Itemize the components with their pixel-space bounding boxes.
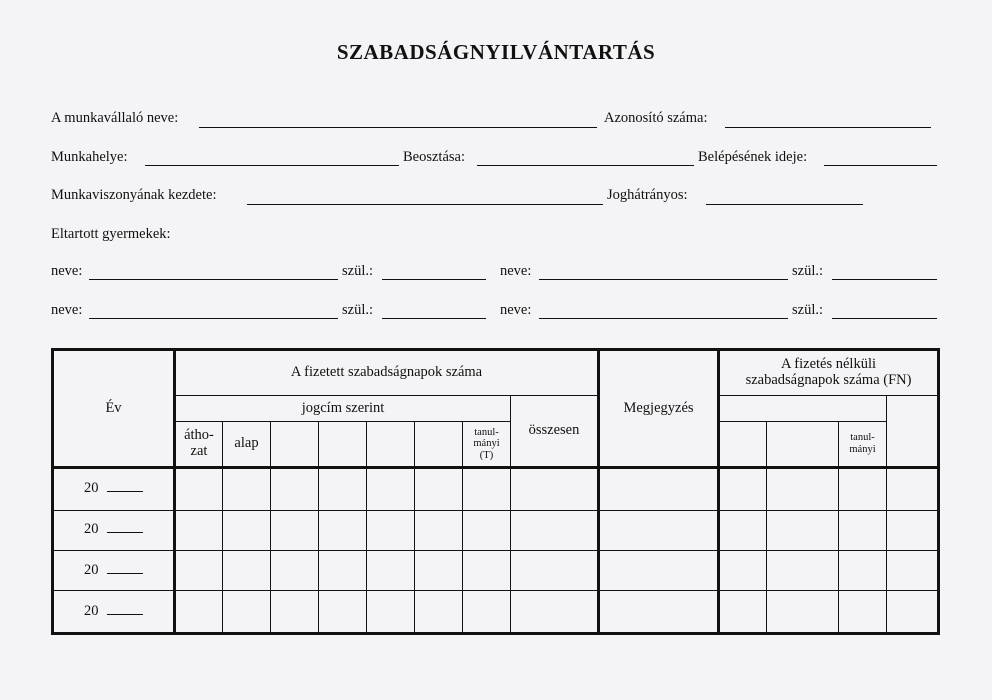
table-cell[interactable] xyxy=(271,510,319,550)
table-cell[interactable] xyxy=(463,591,511,634)
child-name-field[interactable] xyxy=(89,279,338,280)
table-cell[interactable] xyxy=(271,591,319,634)
table-cell[interactable] xyxy=(319,550,367,590)
table-cell[interactable] xyxy=(599,591,719,634)
table-cell[interactable] xyxy=(719,468,767,511)
year-cell[interactable] xyxy=(53,468,175,511)
study-line1: tanul- xyxy=(474,426,499,438)
paid-col-header xyxy=(271,422,319,468)
join-date-label: Belépésének ideje: xyxy=(698,149,808,165)
position-label: Beosztása: xyxy=(403,149,466,165)
table-cell[interactable] xyxy=(767,510,839,550)
table-cell[interactable] xyxy=(719,510,767,550)
form-title: SZABADSÁGNYILVÁNTARTÁS xyxy=(336,40,656,64)
table-cell[interactable] xyxy=(463,550,511,590)
table-cell[interactable] xyxy=(767,468,839,511)
table-cell[interactable] xyxy=(599,550,719,590)
table-row xyxy=(53,510,939,550)
table-cell[interactable] xyxy=(415,468,463,511)
unpaid-study-line1: tanul- xyxy=(850,432,875,444)
child-name-label: neve: xyxy=(500,263,532,279)
table-cell[interactable] xyxy=(175,468,223,511)
table-cell[interactable] xyxy=(719,591,767,634)
table-cell[interactable] xyxy=(415,550,463,590)
table-cell[interactable] xyxy=(223,468,271,511)
id-number-label: Azonosító száma: xyxy=(604,110,708,126)
table-cell[interactable] xyxy=(367,510,415,550)
table-cell[interactable] xyxy=(367,591,415,634)
employee-name-label: A munkavállaló neve: xyxy=(51,110,179,126)
position-field[interactable] xyxy=(477,165,694,166)
table-row xyxy=(53,468,939,511)
child-birth-field[interactable] xyxy=(382,279,486,280)
study-line3: (T) xyxy=(479,449,494,461)
unpaid-col-header xyxy=(719,422,767,468)
child-birth-label: szül.: xyxy=(342,263,374,279)
employee-name-field[interactable] xyxy=(199,127,597,128)
table-row xyxy=(53,550,939,590)
child-name-label: neve: xyxy=(500,302,532,318)
table-cell[interactable] xyxy=(175,591,223,634)
table-cell[interactable] xyxy=(719,550,767,590)
total-header: összesen xyxy=(511,396,599,468)
join-date-field[interactable] xyxy=(824,165,937,166)
carried-over-header xyxy=(175,422,223,468)
table-cell[interactable] xyxy=(839,468,887,511)
id-number-field[interactable] xyxy=(725,127,931,128)
year-blank[interactable] xyxy=(107,604,143,615)
year-blank[interactable] xyxy=(107,522,143,533)
unpaid-study-header xyxy=(839,422,887,468)
table-cell[interactable] xyxy=(511,550,599,590)
child-birth-field[interactable] xyxy=(382,318,486,319)
entitlement-label: Joghátrányos: xyxy=(607,187,688,203)
paid-col-header xyxy=(367,422,415,468)
paid-col-header xyxy=(319,422,367,468)
table-cell[interactable] xyxy=(887,510,939,550)
table-cell[interactable] xyxy=(887,550,939,590)
child-name-field[interactable] xyxy=(539,318,788,319)
base-header: alap xyxy=(223,422,271,468)
unpaid-subheader xyxy=(719,396,887,422)
table-cell[interactable] xyxy=(511,510,599,550)
employment-start-label: Munkaviszonyának kezdete: xyxy=(51,187,217,203)
carried-line2: zat xyxy=(190,443,208,459)
by-title-header: jogcím szerint xyxy=(175,396,511,422)
child-birth-label: szül.: xyxy=(342,302,374,318)
year-prefix: 20 xyxy=(84,561,99,578)
unpaid-study-line2: mányi xyxy=(849,444,876,455)
child-birth-field[interactable] xyxy=(832,279,937,280)
table-cell[interactable] xyxy=(839,550,887,590)
table-cell[interactable] xyxy=(271,468,319,511)
child-name-field[interactable] xyxy=(539,279,788,280)
table-cell[interactable] xyxy=(767,550,839,590)
study-leave-header xyxy=(463,422,511,468)
year-prefix: 20 xyxy=(84,521,99,538)
table-cell[interactable] xyxy=(767,591,839,634)
table-cell[interactable] xyxy=(367,550,415,590)
paid-leave-header: A fizetett szabadságnapok száma xyxy=(175,350,599,396)
unpaid-header-line1: A fizetés nélküli xyxy=(780,356,877,373)
table-cell[interactable] xyxy=(415,591,463,634)
table-cell[interactable] xyxy=(511,591,599,634)
workplace-field[interactable] xyxy=(145,165,399,166)
table-cell[interactable] xyxy=(319,510,367,550)
table-cell[interactable] xyxy=(887,591,939,634)
table-cell[interactable] xyxy=(319,468,367,511)
table-cell[interactable] xyxy=(839,591,887,634)
table-cell[interactable] xyxy=(175,510,223,550)
unpaid-extra-header xyxy=(887,396,939,468)
year-cell[interactable] xyxy=(53,510,175,550)
year-prefix: 20 xyxy=(84,602,99,619)
table-cell[interactable] xyxy=(271,550,319,590)
child-name-field[interactable] xyxy=(89,318,338,319)
year-header: Év xyxy=(53,350,175,468)
table-cell[interactable] xyxy=(599,468,719,511)
year-prefix: 20 xyxy=(84,480,99,497)
table-cell[interactable] xyxy=(319,591,367,634)
table-cell[interactable] xyxy=(463,468,511,511)
table-cell[interactable] xyxy=(175,550,223,590)
table-cell[interactable] xyxy=(463,510,511,550)
child-name-label: neve: xyxy=(51,302,83,318)
year-cell[interactable] xyxy=(53,550,175,590)
entitlement-field[interactable] xyxy=(706,204,863,205)
remark-header: Megjegyzés xyxy=(599,350,719,468)
table-cell[interactable] xyxy=(223,510,271,550)
child-birth-label: szül.: xyxy=(792,263,824,279)
year-blank[interactable] xyxy=(107,481,143,492)
table-row xyxy=(53,591,939,634)
unpaid-leave-header xyxy=(719,350,939,396)
dependents-label: Eltartott gyermekek: xyxy=(51,226,171,242)
table-cell[interactable] xyxy=(839,510,887,550)
employment-start-field[interactable] xyxy=(247,204,603,205)
child-birth-field[interactable] xyxy=(832,318,937,319)
year-cell[interactable] xyxy=(53,591,175,634)
table-cell[interactable] xyxy=(415,510,463,550)
carried-line1: átho- xyxy=(184,427,214,444)
table-cell[interactable] xyxy=(223,550,271,590)
year-blank[interactable] xyxy=(107,563,143,574)
table-cell[interactable] xyxy=(887,468,939,511)
leave-table xyxy=(51,348,940,635)
table-cell[interactable] xyxy=(599,510,719,550)
table-cell[interactable] xyxy=(223,591,271,634)
table-cell[interactable] xyxy=(511,468,599,511)
unpaid-col-header xyxy=(767,422,839,468)
study-line2: mányi xyxy=(473,438,500,450)
paid-col-header xyxy=(415,422,463,468)
unpaid-header-line2: szabadságnapok száma (FN) xyxy=(745,372,912,388)
child-name-label: neve: xyxy=(51,263,83,279)
workplace-label: Munkahelye: xyxy=(51,149,128,165)
table-cell[interactable] xyxy=(367,468,415,511)
child-birth-label: szül.: xyxy=(792,302,824,318)
